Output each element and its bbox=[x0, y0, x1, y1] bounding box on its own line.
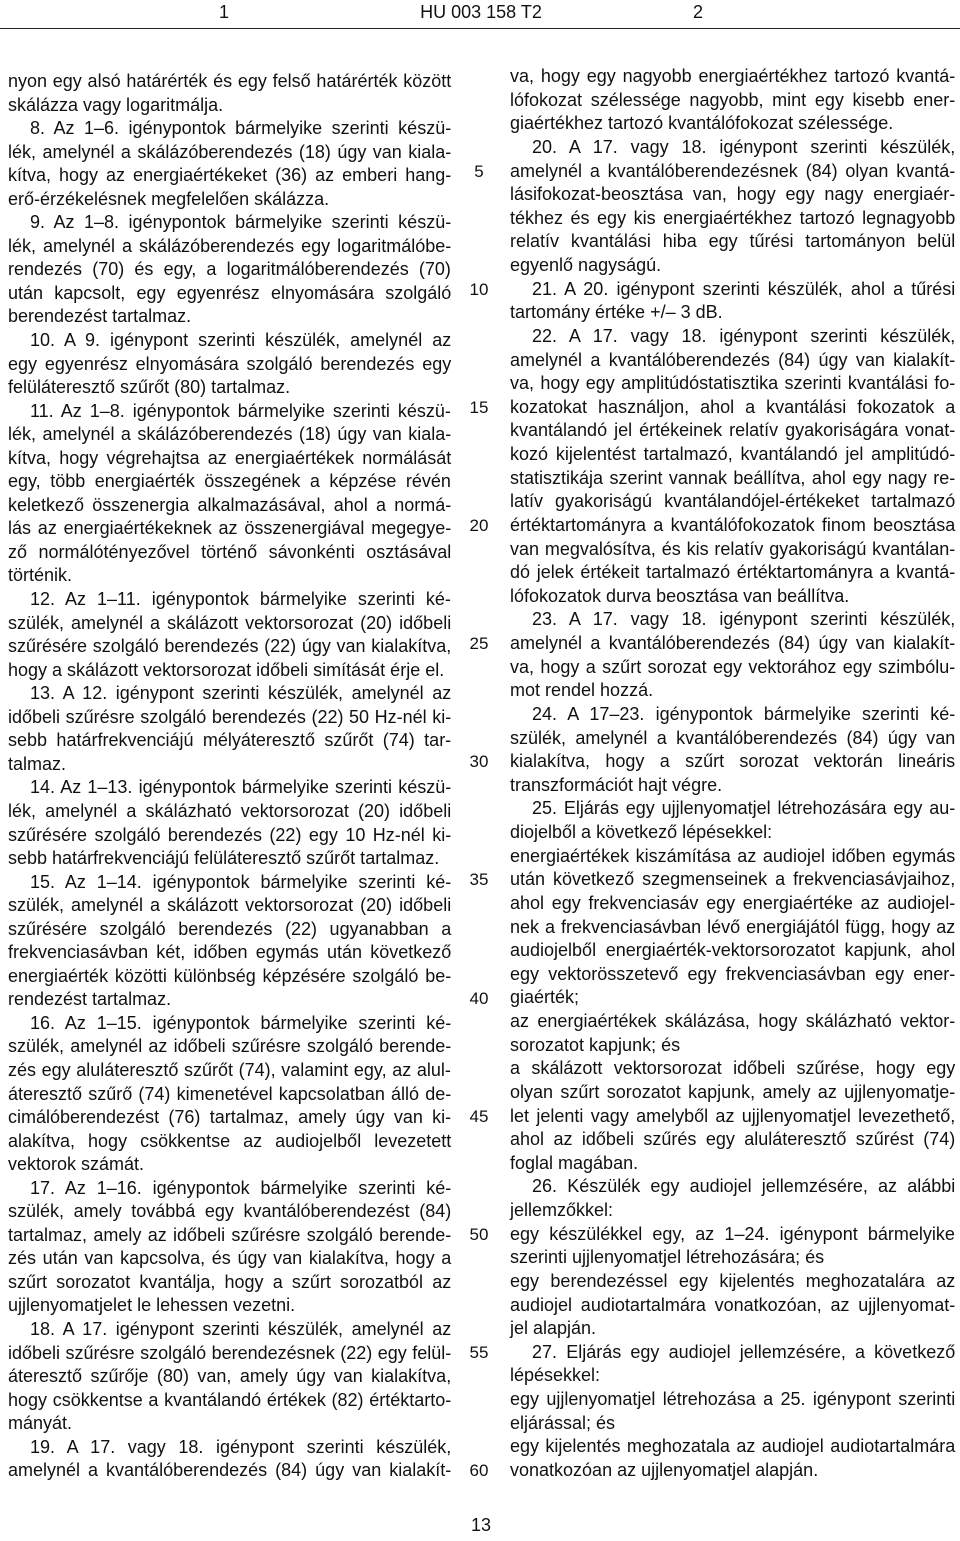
text-line-content: szerinti ujjlenyomatjel létrehozására; és bbox=[510, 1247, 825, 1268]
line-number: 60 bbox=[469, 1461, 489, 1481]
text-line-content: 25. Eljárás egy ujjlenyomatjel létrehozására egy au- bbox=[532, 798, 956, 819]
text-line bbox=[8, 1035, 451, 1059]
header-rule bbox=[0, 28, 960, 29]
text-line-content: cimálóberendezést (76) tartalmaz, amely úgy van ki- bbox=[8, 1107, 452, 1128]
text-line-content: kozó kijelentést tartalmazó, kvantálandó jel amplitúdó- bbox=[510, 444, 956, 464]
text-line-content: 16. Az 1–15. igénypontok bármelyike szerinti ké- bbox=[30, 1012, 452, 1033]
text-line-content: tékhez és egy kis energiaértékhez tartozó legnagyobb bbox=[510, 207, 956, 228]
text-line bbox=[8, 1436, 451, 1460]
text-line bbox=[510, 183, 955, 207]
text-line bbox=[510, 396, 955, 420]
text-line bbox=[510, 1010, 955, 1034]
text-line-content: nek a frekvenciasávban lévő energiájától függ, hogy az bbox=[510, 916, 956, 937]
text-line-content: amelynél a kvantálóberendezésnek (84) olyan kvantá- bbox=[510, 160, 956, 181]
text-line bbox=[510, 278, 955, 302]
text-line bbox=[8, 94, 451, 118]
text-line-content: statisztikája szerint vannak beállítva, ahol egy nagy re- bbox=[510, 467, 956, 488]
text-line-content: 11. Az 1–8. igénypontok bármelyike szerinti készü- bbox=[30, 400, 451, 421]
text-line-content: relatív kvantálási hiba egy tűrési tartományon belül bbox=[510, 231, 956, 252]
text-line bbox=[8, 682, 451, 706]
text-line bbox=[510, 916, 955, 940]
text-line-content: egy kijelentés meghozatala az audiojel audiotartalmára bbox=[510, 1436, 956, 1457]
text-line bbox=[8, 117, 451, 141]
text-line-content: rendezést tartalmaz. bbox=[8, 989, 172, 1010]
text-line-content: lás az energiaértékeknek az összenergiával megegye- bbox=[8, 518, 452, 539]
text-line bbox=[510, 325, 955, 349]
text-line bbox=[510, 632, 955, 656]
text-line bbox=[8, 282, 451, 306]
text-line bbox=[510, 1034, 955, 1058]
line-number-gutter bbox=[462, 65, 496, 1485]
text-line bbox=[8, 353, 451, 377]
text-line bbox=[510, 1152, 955, 1176]
header-page-right: 2 bbox=[692, 2, 704, 22]
text-line bbox=[8, 470, 451, 494]
text-line-content: felüláteresztő szűrőt (80) tartalmaz. bbox=[8, 377, 291, 398]
text-line bbox=[8, 824, 451, 848]
text-line bbox=[8, 1294, 451, 1318]
text-line-content: szűrésére szolgáló berendezés (22) ugyanabban a bbox=[8, 918, 452, 939]
text-line bbox=[510, 301, 955, 325]
text-line-content: nyon egy alsó határérték és egy felső határérték között bbox=[8, 71, 452, 91]
text-line-content: talmaz. bbox=[8, 753, 67, 774]
text-line-content: giaértékhez tartozó kvantálófokozat szélessége. bbox=[510, 113, 894, 134]
text-line bbox=[510, 1341, 955, 1365]
text-line bbox=[510, 1388, 955, 1412]
text-line-content: 22. A 17. vagy 18. igénypont szerinti készülék, bbox=[532, 325, 956, 346]
text-line-content: egy, több energiaérték összegének a képzése révén bbox=[8, 471, 451, 492]
text-line-content: vektorok számát. bbox=[8, 1154, 145, 1175]
text-line bbox=[8, 1342, 451, 1366]
text-line bbox=[510, 65, 955, 89]
text-line bbox=[510, 821, 955, 845]
text-line bbox=[510, 1081, 955, 1105]
text-line bbox=[510, 797, 955, 821]
text-line bbox=[510, 1317, 955, 1341]
text-line-content: szülék, amelynél a skálázott vektorsorozat (20) időbeli bbox=[8, 612, 452, 633]
text-line bbox=[8, 1200, 451, 1224]
text-line bbox=[510, 1412, 955, 1436]
text-line bbox=[510, 1246, 955, 1270]
text-line bbox=[8, 1459, 451, 1483]
text-line bbox=[8, 1153, 451, 1177]
text-line bbox=[8, 753, 451, 777]
text-line-content: mányát. bbox=[8, 1413, 73, 1434]
text-line bbox=[8, 894, 451, 918]
text-line bbox=[510, 585, 955, 609]
line-number: 50 bbox=[469, 1224, 489, 1244]
text-line bbox=[510, 679, 955, 703]
text-line bbox=[510, 1057, 955, 1081]
text-line bbox=[8, 258, 451, 282]
text-line bbox=[8, 1247, 451, 1271]
text-line-content: az energiaértékek skálázása, hogy skálázható vektor- bbox=[510, 1011, 956, 1031]
text-line bbox=[8, 1130, 451, 1154]
text-line-content: 17. Az 1–16. igénypontok bármelyike szerinti ké- bbox=[30, 1177, 452, 1198]
text-line-content: diojelből a következő lépésekkel: bbox=[510, 822, 773, 842]
text-line-content: szülék, amelynél a skálázott vektorsorozat (20) időbeli bbox=[8, 895, 452, 916]
text-line bbox=[510, 608, 955, 632]
text-line-content: 27. Eljárás egy audiojel jellemzésére, a következő bbox=[532, 1341, 956, 1362]
text-line-content: alakítva, hogy csökkentse az audiojelből levezetett bbox=[8, 1130, 452, 1151]
text-line-content: áteresztő szűrő (74) kimenetével kapcsolatban álló de- bbox=[8, 1083, 452, 1104]
text-line-content: történik. bbox=[8, 565, 73, 586]
text-line bbox=[510, 349, 955, 373]
text-line bbox=[510, 892, 955, 916]
text-line bbox=[510, 89, 955, 113]
text-line bbox=[8, 517, 451, 541]
text-line-content: audiojel audiotartalmára vonatkozóan, az ujjlenyomat- bbox=[510, 1294, 956, 1315]
text-line-content: dó jelek értékeit tartalmazó értéktartományra a kvantá- bbox=[510, 562, 956, 583]
text-line bbox=[8, 235, 451, 259]
text-line bbox=[510, 112, 955, 136]
text-line-content: zés egy aluláteresztő szűrőt (74), valamint egy, az alul- bbox=[8, 1059, 451, 1080]
text-line bbox=[8, 400, 451, 424]
text-line bbox=[510, 372, 955, 396]
text-line bbox=[8, 612, 451, 636]
text-line bbox=[8, 305, 451, 329]
text-line bbox=[510, 1199, 955, 1223]
text-line bbox=[510, 1270, 955, 1294]
text-line bbox=[8, 1012, 451, 1036]
text-line-content: audiojelből energiaérték-vektorsorozatot kapjunk, ahol bbox=[510, 940, 956, 961]
text-line-content: rendezés (70) és egy, a logaritmálóberendezés (70) bbox=[8, 259, 451, 280]
text-line-content: ahol egy frekvenciasáv egy energiaértéke az audiojel- bbox=[510, 892, 956, 913]
text-line bbox=[510, 207, 955, 231]
footer-page-number: 13 bbox=[470, 1515, 492, 1535]
line-number: 30 bbox=[469, 752, 489, 772]
text-line-content: a skálázott vektorsorozat időbeli szűrése, hogy egy bbox=[510, 1058, 956, 1079]
text-line-content: va, hogy a szűrt sorozat egy vektorához egy szimbólu- bbox=[510, 656, 956, 677]
text-line-content: 20. A 17. vagy 18. igénypont szerinti készülék, bbox=[532, 136, 956, 157]
text-line bbox=[510, 727, 955, 751]
text-line-content: hogy a skálázott vektorsorozat időbeli simítását érje el. bbox=[8, 659, 445, 680]
text-line bbox=[510, 939, 955, 963]
text-line bbox=[510, 514, 955, 538]
text-line-content: tartalmaz, amely az időbeli szűrésre szolgáló berende- bbox=[8, 1224, 452, 1245]
text-line-content: lék, amelynél a skálázóberendezés (18) úgy van kiala- bbox=[8, 141, 452, 162]
text-line bbox=[510, 1435, 955, 1459]
text-line bbox=[510, 254, 955, 278]
text-line bbox=[8, 965, 451, 989]
text-line bbox=[510, 1175, 955, 1199]
text-line-content: amelynél a kvantálóberendezés (84) úgy van kialakít- bbox=[510, 349, 956, 370]
text-line-content: lásifokozat-beosztása van, hogy egy nagy energiaér- bbox=[510, 184, 956, 205]
text-line bbox=[8, 1389, 451, 1413]
text-line bbox=[510, 467, 955, 491]
text-line bbox=[8, 941, 451, 965]
text-line-content: lék, amelynél a skálázóberendezés egy logaritmálóbe- bbox=[8, 235, 452, 256]
text-line-content: eljárással; és bbox=[510, 1412, 616, 1433]
text-line-content: értéktartományra a kvantálófokozatok finom beosztása bbox=[510, 514, 956, 535]
text-line-content: amelynél a kvantálóberendezés (84) úgy van kialakít- bbox=[510, 633, 956, 653]
text-line bbox=[510, 868, 955, 892]
line-number: 55 bbox=[469, 1343, 489, 1363]
text-line-content: kítva, hogy az energiaértékeket (36) az emberi hang- bbox=[8, 165, 452, 186]
text-line bbox=[8, 588, 451, 612]
text-line-content: lépésekkel: bbox=[510, 1365, 601, 1386]
text-line-content: kialakítva, hogy a szűrt sorozat vektorán lineáris bbox=[510, 751, 956, 772]
text-line-content: frekvenciasávban két, időben egymás után következő bbox=[8, 942, 452, 963]
text-line-content: 14. Az 1–13. igénypontok bármelyike szerinti készü- bbox=[30, 777, 452, 798]
text-line-content: lék, amelynél a skálázóberendezés (18) úgy van kiala- bbox=[8, 424, 452, 445]
text-line-content: let jelenti vagy amelyből az ujjlenyomatjel levezethető, bbox=[510, 1105, 956, 1126]
text-line-content: ujjlenyomatjelet le lehessen vezetni. bbox=[8, 1295, 296, 1316]
text-line bbox=[510, 443, 955, 467]
text-line-content: lófokozatok durva beosztása van beállítva. bbox=[510, 585, 850, 606]
text-line bbox=[8, 1318, 451, 1342]
text-line-content: után következő szegmenseinek a frekvenciasávjaihoz, bbox=[510, 869, 956, 890]
text-line-content: hogy csökkentse a kvantálandó értékek (82) értéktarto- bbox=[8, 1389, 452, 1410]
text-line-content: egy vektorösszetevő egy frekvenciasávban egy ener- bbox=[510, 963, 956, 984]
text-line-content: 19. A 17. vagy 18. igénypont szerinti készülék, bbox=[30, 1436, 452, 1457]
text-line-content: 12. Az 1–11. igénypontok bármelyike szerinti ké- bbox=[30, 589, 451, 610]
line-number: 25 bbox=[469, 634, 489, 654]
text-line bbox=[510, 136, 955, 160]
text-line bbox=[510, 1364, 955, 1388]
text-line-content: egy ujjlenyomatjel létrehozása a 25. igénypont szerinti bbox=[510, 1389, 956, 1409]
text-line-content: van megvalósítva, és kis relatív gyakoriságú kvantálan- bbox=[510, 538, 956, 559]
text-line bbox=[8, 706, 451, 730]
text-line bbox=[510, 703, 955, 727]
text-line bbox=[8, 871, 451, 895]
text-line bbox=[8, 988, 451, 1012]
text-line-content: vonatkozóan az ujjlenyomatjel alapján. bbox=[510, 1459, 819, 1480]
header-page-left: 1 bbox=[218, 2, 230, 22]
line-number: 45 bbox=[469, 1106, 489, 1126]
text-line-content: mot rendel hozzá. bbox=[510, 680, 654, 701]
text-line-content: energiaérték közötti különbség képzésére szolgáló be- bbox=[8, 965, 452, 986]
text-line-content: 23. A 17. vagy 18. igénypont szerinti készülék, bbox=[532, 609, 956, 630]
text-line bbox=[8, 635, 451, 659]
text-line-content: után kapcsolt, egy egyenrész elnyomására szolgáló bbox=[8, 282, 452, 303]
text-line bbox=[8, 729, 451, 753]
text-line-content: giaérték; bbox=[510, 987, 580, 1008]
text-line bbox=[8, 1083, 451, 1107]
text-line bbox=[510, 1223, 955, 1247]
text-line bbox=[8, 494, 451, 518]
text-line bbox=[8, 1271, 451, 1295]
text-line bbox=[510, 160, 955, 184]
right-column bbox=[510, 65, 955, 1483]
text-line bbox=[510, 230, 955, 254]
text-line bbox=[510, 419, 955, 443]
text-line bbox=[8, 188, 451, 212]
text-line-content: egy berendezéssel egy kijelentés meghozatalára az bbox=[510, 1270, 956, 1291]
text-line bbox=[8, 847, 451, 871]
text-line bbox=[510, 1459, 955, 1483]
header-doc-id: HU 003 158 T2 bbox=[420, 2, 542, 22]
text-line bbox=[510, 656, 955, 680]
text-line bbox=[8, 447, 451, 471]
text-line bbox=[8, 70, 451, 94]
text-line-content: lék, amelynél a skálázható vektorsorozat (20) időbeli bbox=[8, 800, 452, 821]
text-line bbox=[510, 750, 955, 774]
text-line bbox=[8, 141, 451, 165]
text-line bbox=[8, 1177, 451, 1201]
text-line-content: transzformációt hajt végre. bbox=[510, 774, 723, 795]
text-line bbox=[8, 1365, 451, 1389]
text-line-content: szülék, amely továbbá egy kvantálóberendezést (84) bbox=[8, 1201, 452, 1222]
text-line-content: sebb határfrekvenciájú felüláteresztő szűrőt tartalmaz. bbox=[8, 848, 440, 869]
text-line bbox=[8, 1106, 451, 1130]
text-line-content: 15. Az 1–14. igénypontok bármelyike szerinti ké- bbox=[30, 871, 452, 892]
line-number: 20 bbox=[469, 515, 489, 535]
text-line-content: sebb határfrekvenciájú mélyáteresztő szűrőt (74) tar- bbox=[8, 730, 452, 751]
text-line-content: lófokozat szélessége nagyobb, mint egy kisebb ener- bbox=[510, 89, 956, 110]
text-line-content: 18. A 17. igénypont szerinti készülék, amelynél az bbox=[30, 1318, 452, 1339]
text-line-content: energiaértékek kiszámítása az audiojel időben egymás bbox=[510, 845, 956, 866]
text-line bbox=[510, 774, 955, 798]
text-line bbox=[8, 1059, 451, 1083]
text-line-content: 9. Az 1–8. igénypontok bármelyike szerinti készü- bbox=[30, 212, 452, 233]
text-line-content: ző normálótényezővel történő sávonkénti osztásával bbox=[8, 541, 452, 562]
text-line-content: jel alapján. bbox=[510, 1318, 597, 1339]
text-line bbox=[8, 659, 451, 683]
text-line-content: szűrt sorozatot kvantálja, hogy a szűrt sorozatból az bbox=[8, 1271, 452, 1292]
text-line bbox=[510, 1294, 955, 1318]
text-line-content: ahol az időbeli szűrés egy aluláteresztő szűrést (74) bbox=[510, 1129, 956, 1150]
text-line-content: va, hogy egy amplitúdóstatisztika szerinti kvantálási fo- bbox=[510, 373, 956, 394]
text-line-content: kítva, hogy végrehajtsa az energiaértékek normálását bbox=[8, 447, 452, 468]
text-line-content: 21. A 20. igénypont szerinti készülék, ahol a tűrési bbox=[532, 278, 956, 299]
text-line-content: 10. A 9. igénypont szerinti készülék, amelynél az bbox=[30, 330, 452, 351]
text-line-content: szülék, amelynél a kvantálóberendezés (84) úgy van bbox=[510, 727, 956, 748]
line-number: 5 bbox=[474, 161, 484, 181]
line-number: 10 bbox=[469, 279, 489, 299]
text-line-content: kvantálandó jel értékeinek relatív gyakoriságára vonat- bbox=[510, 420, 956, 441]
text-line bbox=[8, 376, 451, 400]
line-number: 40 bbox=[469, 988, 489, 1008]
text-line-content: erő-érzékelésnek megfelelően skálázza. bbox=[8, 188, 330, 209]
text-line-content: áteresztő szűrője (80) van, amely úgy van kialakítva, bbox=[8, 1366, 452, 1387]
text-line-content: 8. Az 1–6. igénypontok bármelyike szerinti készü- bbox=[30, 118, 452, 139]
text-line bbox=[8, 164, 451, 188]
text-line bbox=[510, 538, 955, 562]
text-line bbox=[510, 561, 955, 585]
text-line bbox=[510, 845, 955, 869]
text-line bbox=[510, 986, 955, 1010]
text-line-content: 13. A 12. igénypont szerinti készülék, amelynél az bbox=[30, 683, 452, 704]
text-line bbox=[8, 1224, 451, 1248]
text-line-content: egy egyenrész elnyomására szolgáló berendezés egy bbox=[8, 353, 452, 374]
text-line-content: zés után van kapcsolva, és úgy van kialakítva, hogy a bbox=[8, 1248, 452, 1269]
text-line bbox=[8, 918, 451, 942]
text-line-content: 24. A 17–23. igénypontok bármelyike szerinti ké- bbox=[532, 703, 956, 724]
text-line-content: latív gyakoriságú kvantálandójel-értékeket tartalmazó bbox=[510, 491, 956, 512]
text-line-content: amelynél a kvantálóberendezés (84) úgy van kialakít- bbox=[8, 1460, 452, 1481]
text-line bbox=[8, 1412, 451, 1436]
text-line bbox=[510, 490, 955, 514]
text-line-content: berendezést tartalmaz. bbox=[8, 306, 192, 327]
text-line-content: jellemzőkkel: bbox=[510, 1200, 614, 1220]
text-line-content: kozatokat használjon, ahol a kvantálási fokozatok a bbox=[510, 396, 956, 417]
text-line-content: va, hogy egy nagyobb energiaértékhez tartozó kvantá- bbox=[510, 66, 956, 86]
text-line bbox=[8, 541, 451, 565]
text-line-content: tartomány értéke +/– 3 dB. bbox=[510, 302, 723, 323]
text-line bbox=[510, 1105, 955, 1129]
text-line-content: egyenlő nagyságú. bbox=[510, 255, 662, 275]
line-number: 35 bbox=[469, 870, 489, 890]
text-line bbox=[8, 800, 451, 824]
text-line bbox=[510, 963, 955, 987]
text-line-content: sorozatot kapjunk; és bbox=[510, 1034, 681, 1055]
text-line bbox=[8, 423, 451, 447]
left-column bbox=[8, 70, 451, 1483]
text-line-content: 26. Készülék egy audiojel jellemzésére, az alábbi bbox=[532, 1176, 956, 1197]
text-line bbox=[8, 211, 451, 235]
text-line-content: egy készülékkel egy, az 1–24. igénypont bármelyike bbox=[510, 1223, 955, 1244]
text-line-content: időbeli szűrésre szolgáló berendezésnek (22) egy felül- bbox=[8, 1342, 452, 1363]
text-line-content: foglal magában. bbox=[510, 1152, 639, 1173]
text-line-content: szűrésére szolgáló berendezés (22) egy 10 Hz-nél ki- bbox=[8, 824, 452, 845]
text-line bbox=[8, 329, 451, 353]
text-line bbox=[510, 1128, 955, 1152]
line-number: 15 bbox=[469, 397, 489, 417]
text-line-content: keletkező összenergia alkalmazásával, ahol a normá- bbox=[8, 494, 452, 515]
text-line bbox=[8, 564, 451, 588]
text-line-content: szülék, amelynél az időbeli szűrésre szolgáló berende- bbox=[8, 1036, 452, 1057]
text-line-content: időbeli szűrésre szolgáló berendezés (22) 50 Hz-nél ki- bbox=[8, 706, 452, 727]
text-line bbox=[8, 776, 451, 800]
text-line-content: szűrésére szolgáló berendezés (22) úgy van kialakítva, bbox=[8, 636, 452, 657]
text-line-content: skálázza vagy logaritmálja. bbox=[8, 94, 224, 115]
text-line-content: olyan szűrt sorozatot kapjunk, amely az ujjlenyomatje- bbox=[510, 1081, 956, 1102]
